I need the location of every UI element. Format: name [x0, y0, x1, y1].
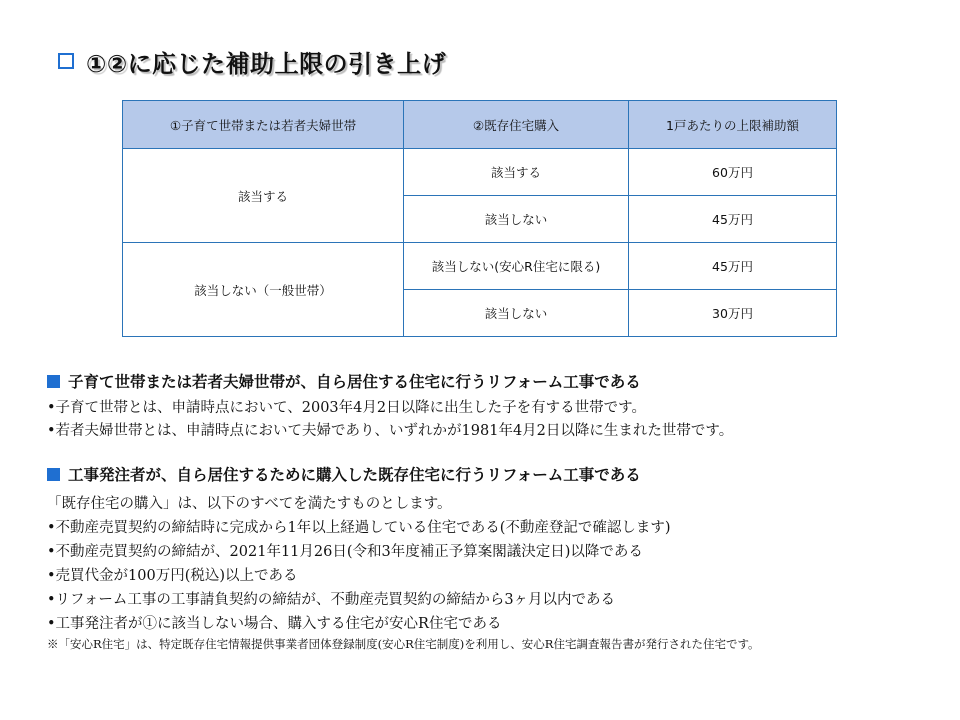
amount-cell: 45万円 — [629, 243, 837, 290]
section1-line-2: •若者夫婦世帯とは、申請時点において夫婦であり、いずれかが1981年4月2日以降に生まれた世帯です。 — [47, 423, 734, 439]
subsidy-table — [122, 100, 837, 337]
section2-line-3: •不動産売買契約の締結が、2021年11月26日(令和3年度補正予算案閣議決定日)以降である — [47, 544, 643, 560]
section2-line-2: •不動産売買契約の締結時に完成から1年以上経過している住宅である(不動産登記で確認します) — [47, 520, 671, 536]
section1-heading-text: 子育て世帯または若者夫婦世帯が、自ら居住する住宅に行うリフォーム工事である — [68, 373, 641, 391]
table-row — [123, 243, 837, 290]
amount-cell: 60万円 — [629, 149, 837, 196]
group-label-applicable: 該当する — [123, 149, 404, 243]
section2-line-1: 「既存住宅の購入」は、以下のすべてを満たすものとします。 — [47, 496, 452, 512]
section1-heading — [47, 370, 641, 392]
amount-cell: 30万円 — [629, 290, 837, 337]
table-row — [123, 149, 837, 196]
condition-cell: 該当しない — [404, 196, 629, 243]
condition-cell: 該当しない(安心R住宅に限る) — [404, 243, 629, 290]
section2-line-6: •工事発注者が①に該当しない場合、購入する住宅が安心R住宅である — [47, 616, 502, 632]
page-title-text: ①②に応じた補助上限の引き上げ — [86, 49, 447, 78]
square-bullet-icon — [47, 375, 60, 388]
condition-cell: 該当しない — [404, 290, 629, 337]
square-bullet-icon — [47, 468, 60, 481]
section2-line-5: •リフォーム工事の工事請負契約の締結が、不動産売買契約の締結から3ヶ月以内である — [47, 592, 616, 608]
table-header-row — [123, 101, 837, 149]
header-household: ①子育て世帯または若者夫婦世帯 — [123, 101, 404, 149]
condition-cell: 該当する — [404, 149, 629, 196]
header-max-amount: 1戸あたりの上限補助額 — [629, 101, 837, 149]
checkbox-square-icon — [58, 53, 74, 69]
section2-heading — [47, 463, 641, 485]
group-label-general: 該当しない（一般世帯） — [123, 243, 404, 337]
section2-line-4: •売買代金が100万円(税込)以上である — [47, 568, 298, 584]
section1-line-1: •子育て世帯とは、申請時点において、2003年4月2日以降に出生した子を有する世帯です。 — [47, 400, 646, 416]
amount-cell: 45万円 — [629, 196, 837, 243]
header-existing-home: ②既存住宅購入 — [404, 101, 629, 149]
footnote: ※「安心R住宅」は、特定既存住宅情報提供事業者団体登録制度(安心R住宅制度)を利用し、安心R住宅調査報告書が発行された住宅です。 — [47, 637, 760, 651]
section2-heading-text: 工事発注者が、自ら居住するために購入した既存住宅に行うリフォーム工事である — [68, 466, 641, 484]
page-title — [58, 44, 446, 78]
